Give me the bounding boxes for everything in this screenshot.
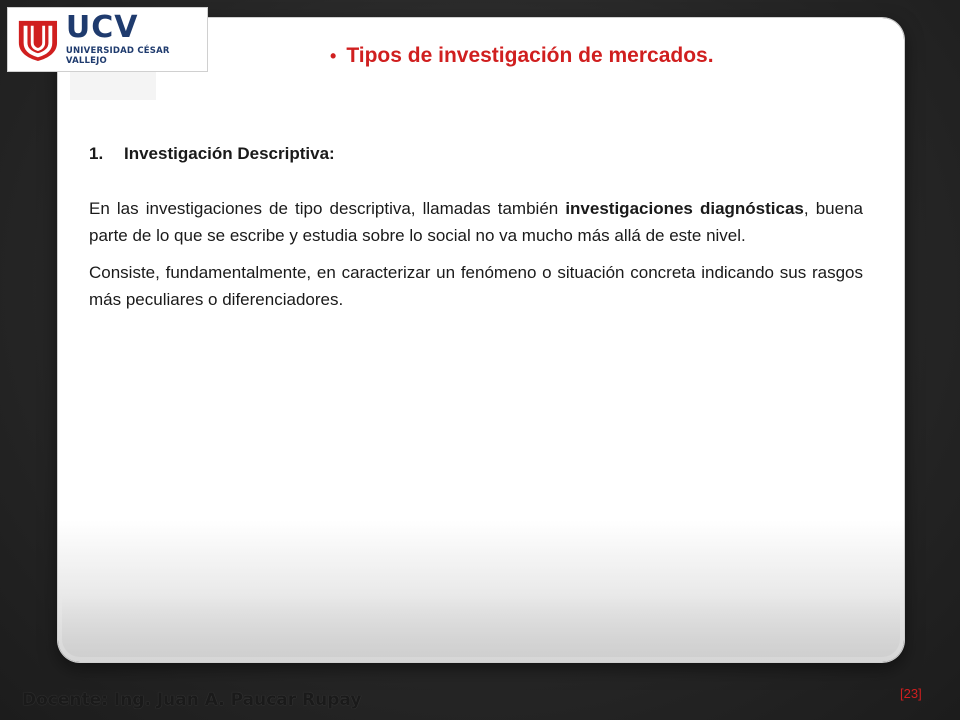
paragraph-1-text-a: En las investigaciones de tipo descriptiva, llamadas también (89, 199, 566, 218)
logo-wordmark: UCV (65, 10, 139, 45)
bullet-icon: • (330, 45, 337, 66)
paragraph-1-bold: investigaciones diagnósticas (565, 199, 804, 218)
slide-title: Tipos de investigación de mercados. (346, 44, 714, 67)
section-number: 1. (89, 144, 104, 163)
section-heading (89, 140, 863, 167)
panel-bottom-gradient (62, 595, 900, 657)
paragraph-1 (89, 195, 863, 249)
slide-content (89, 140, 863, 323)
logo-backdrop (70, 70, 156, 100)
section-heading-text: Investigación Descriptiva: (124, 144, 335, 163)
slide-title-row (330, 44, 714, 68)
footer-docente: Docente: Ing. Juan A. Paucar Rupay (22, 690, 362, 710)
paragraph-2: Consiste, fundamentalmente, en caracterizar un fenómeno o situación concreta indicando sus rasgos más peculiares o diferenciadores. (89, 263, 863, 309)
logo-subtitle: UNIVERSIDAD CÉSAR VALLEJO (65, 46, 170, 66)
ucv-logo (7, 7, 208, 72)
content-panel (58, 18, 904, 662)
page-number: [23] (900, 686, 922, 701)
ucv-shield-icon (16, 17, 60, 63)
paragraph-1-text-b: , buena parte de lo que se escribe y estudia sobre lo social no va mucho más allá de este nivel. (89, 199, 863, 245)
